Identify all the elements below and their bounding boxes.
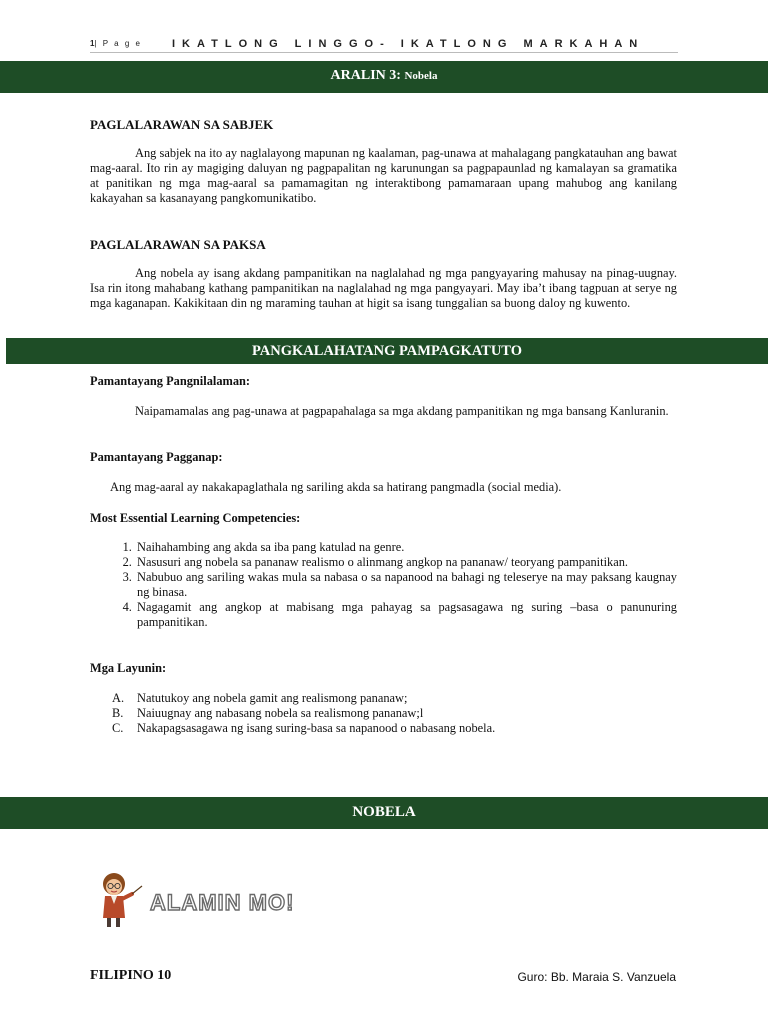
paksa-heading: PAGLALARAWAN SA PAKSA bbox=[90, 237, 266, 252]
sabjek-heading: PAGLALARAWAN SA SABJEK bbox=[90, 117, 274, 132]
melc-section bbox=[90, 511, 677, 630]
aralin-topic: Nobela bbox=[404, 70, 438, 82]
melc-list bbox=[90, 540, 677, 630]
list-item: 1. Naihahambing ang akda sa iba pang katulad na genre. bbox=[135, 540, 677, 555]
nobela-banner: NOBELA bbox=[0, 797, 768, 829]
pagganap-text: Ang mag-aaral ay nakakapaglathala ng sariling akda sa hatirang pangmadla (social media). bbox=[110, 480, 562, 494]
aralin-banner bbox=[0, 61, 768, 93]
aralin-label: ARALIN 3: bbox=[330, 68, 401, 83]
paksa-section bbox=[90, 237, 677, 311]
pagganap-section bbox=[90, 450, 677, 495]
page-number: 1| P a g e bbox=[90, 39, 142, 48]
list-item: 3. Nabubuo ang sariling wakas mula sa nabasa o sa napanood na bahagi ng teleserye na may paksang kaugnay ng binasa. bbox=[135, 570, 677, 600]
pangnilalaman-label: Pamantayang Pangnilalaman: bbox=[90, 374, 251, 388]
page-header bbox=[90, 38, 678, 53]
sabjek-section bbox=[90, 117, 677, 206]
pangnilalaman-section bbox=[90, 374, 677, 419]
melc-label: Most Essential Learning Competencies: bbox=[90, 511, 301, 525]
layunin-section bbox=[90, 661, 677, 736]
list-item: 2. Nasusuri ang nobela sa pananaw realismo o alinmang angkop na pananaw/ teoryang pampanitikan. bbox=[135, 555, 677, 570]
header-title: IKATLONG LINGGO- IKATLONG MARKAHAN bbox=[172, 38, 645, 50]
sabjek-text: Ang sabjek na ito ay naglalayong mapunan ng kaalaman, pag-unawa at mahalagang pangkatauhan ang bawat mag-aaral. Ito rin ay magiging daluyan ng pagpapalitan ng karunungan sa pagpapaunlad ng kamalayan sa gramatika at panitikan ng mga mag-aaral sa pamamagitan ng interaktibong pamamaraan upang mahubog ang kanilang kakayahan sa kasanayang pangkomunikatibo. bbox=[90, 146, 677, 205]
list-item: A. Natutukoy ang nobela gamit ang realismong pananaw; bbox=[112, 691, 408, 705]
footer-subject: FILIPINO 10 bbox=[90, 968, 172, 983]
layunin-label: Mga Layunin: bbox=[90, 661, 167, 675]
pampagkatuto-banner: PANGKALAHATANG PAMPAGKATUTO bbox=[6, 338, 768, 364]
list-item: C. Nakapagsasagawa ng isang suring-basa sa napanood o nabasang nobela. bbox=[112, 721, 496, 735]
list-item: 4. Nagagamit ang angkop at mabisang mga pahayag sa pagsasagawa ng suring –basa o panunuring pampanitikan. bbox=[135, 600, 677, 630]
layunin-list bbox=[90, 691, 677, 736]
pagganap-label: Pamantayang Pagganap: bbox=[90, 450, 223, 464]
page-footer bbox=[90, 968, 676, 986]
teacher-cartoon-icon bbox=[98, 872, 146, 930]
footer-teacher: Guro: Bb. Maraia S. Vanzuela bbox=[517, 970, 676, 984]
pangnilalaman-text: Naipamamalas ang pag-unawa at pagpapahalaga sa mga akdang pampanitikan ng mga bansang Kanluranin. bbox=[135, 404, 669, 418]
alamin-graphic bbox=[98, 872, 338, 932]
alamin-title: ALAMIN MO! bbox=[150, 890, 295, 915]
list-item: B. Naiuugnay ang nabasang nobela sa realismong pananaw;l bbox=[112, 706, 424, 720]
paksa-text: Ang nobela ay isang akdang pampanitikan na naglalahad ng mga pangyayaring mahusay na pinag-uugnay. Isa rin itong mahabang kathang pampanitikan na naglalahad ng mga pangyayari. May iba’t ibang tagpuan at serye ng mga kaganapan. Kakikitaan din ng maraming tauhan at higit sa isang tunggalian sa buong daloy ng kuwento. bbox=[90, 266, 677, 310]
